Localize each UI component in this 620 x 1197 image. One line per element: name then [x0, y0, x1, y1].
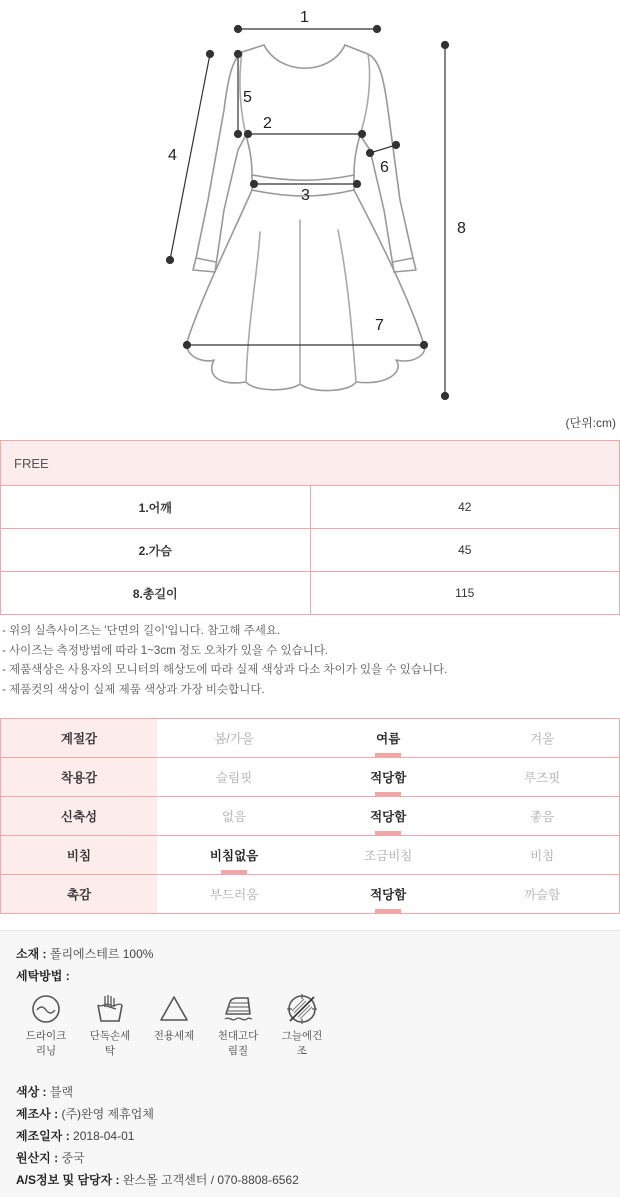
size-table-header-row: [1, 441, 620, 486]
dry-clean-icon: [30, 993, 62, 1025]
measure-label-7: 7: [375, 317, 384, 334]
size-value: 45: [310, 529, 620, 572]
fabric-feel-table: [0, 718, 620, 914]
size-label: 8.총길이: [1, 572, 311, 615]
care-item: [146, 993, 202, 1044]
size-label: 2.가슴: [1, 529, 311, 572]
note-line: - 제품컷의 색상이 실제 제품 색상과 가장 비슷합니다.: [2, 683, 265, 696]
care-label: 단독손세 탁: [89, 1030, 131, 1057]
date-value: 2018-04-01: [73, 1129, 135, 1143]
table-row: [1, 758, 620, 797]
maker-value: (주)완영 제휴업체: [61, 1107, 154, 1121]
table-row: [1, 529, 620, 572]
measure-label-3: 3: [301, 187, 310, 204]
iron-icon: [222, 993, 254, 1025]
feel-option: 슬림핏: [157, 758, 311, 797]
color-value: 블랙: [49, 1085, 74, 1099]
color-key: 색상 :: [16, 1085, 47, 1099]
feel-option: 비침: [465, 836, 619, 875]
feel-option: 부드러움: [157, 875, 311, 914]
feel-option: 여름: [311, 719, 465, 758]
origin-key: 원산지 :: [16, 1151, 59, 1165]
note-line: - 사이즈는 측정방법에 따라 1~3cm 정도 오차가 있을 수 있습니다.: [2, 644, 329, 657]
feel-category: 비침: [1, 836, 158, 875]
table-row: [1, 572, 620, 615]
measure-label-6: 6: [380, 159, 389, 176]
date-key: 제조일자 :: [16, 1129, 70, 1143]
feel-option: 루즈핏: [465, 758, 619, 797]
feel-option: 조금비침: [311, 836, 465, 875]
size-notes: [2, 622, 447, 700]
size-value: 42: [310, 486, 620, 529]
material-value: 폴리에스테르 100%: [49, 947, 154, 961]
as-key: A/S정보 및 담당자 :: [16, 1173, 120, 1187]
measure-label-2: 2: [263, 115, 272, 132]
feel-option: 봄/가을: [157, 719, 311, 758]
measure-label-5: 5: [243, 89, 252, 106]
feel-option: 적당함: [311, 875, 465, 914]
no-tumble-dry-icon: [286, 993, 318, 1025]
feel-option: 적당함: [311, 797, 465, 836]
material-row: [16, 945, 153, 962]
care-icons: [16, 993, 356, 1073]
hand-wash-icon: [94, 993, 126, 1025]
care-label: 천대고다 림질: [217, 1030, 259, 1057]
measure-label-1: 1: [300, 9, 309, 26]
maker-key: 제조사 :: [16, 1107, 59, 1121]
note-line: - 위의 실측사이즈는 '단면의 길이'입니다. 참고해 주세요.: [2, 625, 281, 637]
measure-label-8: 8: [457, 220, 466, 237]
care-item: [210, 993, 266, 1059]
table-row: [1, 836, 620, 875]
feel-option: 겨울: [465, 719, 619, 758]
care-item: [18, 993, 74, 1059]
measure-label-4: 4: [168, 147, 177, 164]
feel-option: 까슬함: [465, 875, 619, 914]
table-row: [1, 719, 620, 758]
wash-row: [16, 967, 70, 984]
origin-row: [16, 1149, 85, 1166]
maker-row: [16, 1105, 154, 1122]
as-value: 완스몰 고객센터 / 070-8808-6562: [122, 1173, 299, 1187]
care-label: 그늘에건 조: [281, 1030, 323, 1057]
feel-option: 적당함: [311, 758, 465, 797]
care-label: 전용세제: [153, 1030, 195, 1042]
feel-category: 계절감: [1, 719, 158, 758]
feel-option: 비침없음: [157, 836, 311, 875]
feel-category: 신축성: [1, 797, 158, 836]
care-item: [274, 993, 330, 1059]
product-info-box: [0, 930, 620, 1197]
table-row: [1, 797, 620, 836]
feel-category: 촉감: [1, 875, 158, 914]
care-item: [82, 993, 138, 1059]
care-label: 드라이크 리닝: [25, 1030, 67, 1057]
feel-category: 착용감: [1, 758, 158, 797]
size-label: 1.어깨: [1, 486, 311, 529]
feel-option: 없음: [157, 797, 311, 836]
dress-measurement-diagram: [0, 0, 620, 412]
origin-value: 중국: [61, 1151, 85, 1165]
table-row: [1, 875, 620, 914]
material-key: 소재 :: [16, 947, 47, 961]
note-line: - 제품색상은 사용자의 모니터의 해상도에 따라 실제 색상과 다소 차이가 있을 수 있습니다.: [2, 664, 448, 676]
size-table: [0, 440, 620, 615]
wash-key: 세탁방법 :: [16, 969, 70, 983]
table-row: [1, 486, 620, 529]
feel-option: 좋음: [465, 797, 619, 836]
unit-label: (단위:cm): [565, 416, 616, 430]
as-row: [16, 1171, 299, 1188]
date-row: [16, 1127, 134, 1144]
size-header-free: FREE: [1, 441, 620, 486]
bleach-triangle-icon: [158, 993, 190, 1025]
size-value: 115: [310, 572, 620, 615]
dress-outline-icon: [0, 0, 620, 412]
color-row: [16, 1083, 73, 1100]
